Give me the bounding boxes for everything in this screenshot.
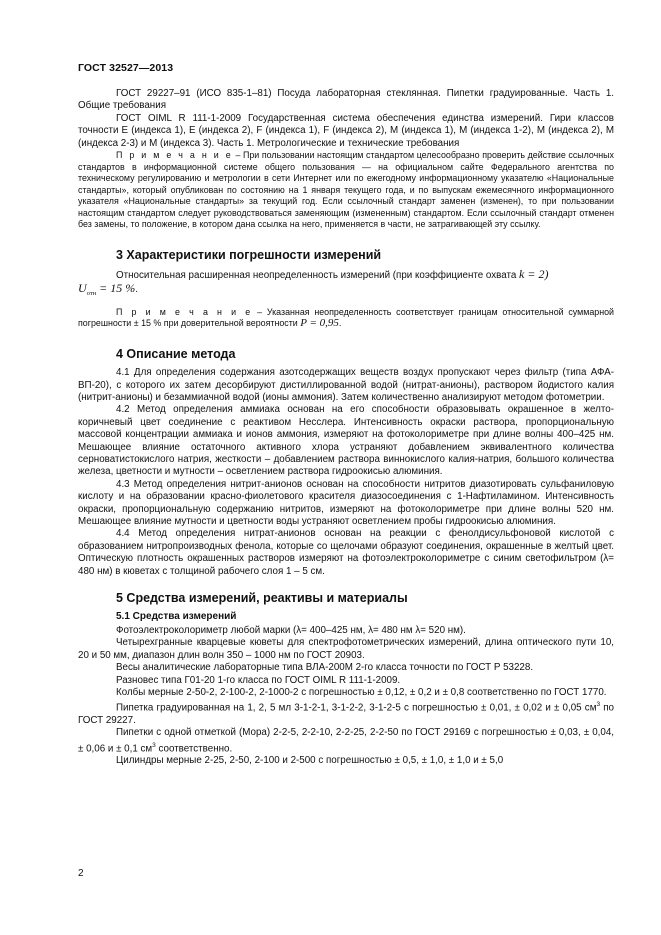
section-5-title: 5 Средства измерений, реактивы и материалы — [116, 591, 408, 606]
uncertainty-paragraph — [78, 268, 614, 282]
note-label: П р и м е ч а н и е — [116, 150, 233, 161]
note-text: – При пользовании настоящим стандартом целесообразно проверить действие ссылочных стандартов в информационной системе общего пользования — на официальном сайте Федерального агентства по техническому регулированию и метрологии в сети Интернет или по ежегодному информационному указателю «Национальные стандарты», который опубликован по состоянию на 1 января текущего года, и по выпускам ежемесячного информационного указателя «Национальные стандарты» за текущий год. Если ссылочный стандарт заменен (изменен), то при пользовании настоящим стандартом следует руководствоваться заменяющим (измененным) стандартом. Если ссылочный стандарт отменен без замены, то положение, в котором дана ссылка на него, применяется в части, не затрагивающей эту ссылку. — [78, 150, 614, 230]
method-paragraph: 4.4 Метод определения нитрат-анионов основан на реакции с фенолдисульфоновой кислотой с образованием нитропроизводных фенола, которые со щелочами образуют соединения, окрашенные в желтый цвет. Оптическую плотность окрашенных растворов измеряют на фотоэлектроколориметре с синим светофильтром (λ= 480 нм) в кюветах с толщиной рабочего слоя 1 – 5 см. — [78, 528, 614, 577]
probability-formula: P = 0,95 — [300, 317, 339, 330]
equipment-item: Весы аналитические лабораторные типа ВЛА-200М 2-го класса точности по ГОСТ Р 53228. — [116, 662, 534, 674]
uncertainty-text: Относительная расширенная неопределенность измерений (при коэффициенте охвата — [116, 269, 520, 281]
uncertainty-note: П р и м е ч а н и е – Указанная неопределенность соответствует границам относительной суммарной погрешности ± 15 % при доверительной вероятности P = 0,95. — [78, 306, 614, 330]
equipment-item: Цилиндры мерные 2-25, 2-50, 2-100 и 2-500 с погрешностью ± 0,5, ± 1,0, ± 1,0 и ± 5,0 — [116, 755, 504, 767]
subsection-5-1-title: 5.1 Средства измерений — [116, 611, 237, 623]
page-content — [78, 86, 614, 768]
reference-item: ГОСТ 29227–91 (ИСО 835-1–81) Посуда лабораторная стеклянная. Пипетки градуированные. Часть 1. Общие требования — [78, 88, 614, 112]
equipment-item: Разновес типа Г01-20 1-го класса по ГОСТ OIML R 111-1-2009. — [116, 674, 401, 686]
u-value: = 15 % — [96, 281, 136, 296]
note-label: П р и м е ч а н и е — [116, 306, 253, 317]
references-note — [78, 150, 614, 231]
equipment-item: Пипетки с одной отметкой (Мора) 2-2-5, 2-2-10, 2-2-25, 2-2-50 по ГОСТ 29169 с погрешностью ± 0,03, ± 0,04, ± 0,06 и ± 0,1 $см^3$ соответственно. — [78, 727, 614, 755]
u-subscript: отн — [86, 290, 97, 298]
equipment-item: Пипетка градуированная на 1, 2, 5 мл 3-1-2-1, 3-1-2-2, 3-1-2-5 с погрешностью ± 0,01, ± 0,02 и ± 0,05 $см^3$ по ГОСТ 29227. — [78, 701, 614, 726]
equipment-item: Колбы мерные 2-50-2, 2-100-2, 2-1000-2 с погрешностью ± 0,12, ± 0,2 и ± 0,8 соответственно по ГОСТ 1770. — [116, 686, 607, 698]
coverage-factor-formula: k = 2) — [519, 266, 549, 281]
equipment-item: Четырехгранные кварцевые кюветы для спектрофотометрических измерений, длина оптического пути 10, 20 и 50 мм, диапазон длин волн 350 – 1000 нм по ГОСТ 20903. — [78, 637, 614, 661]
standard-code-header: ГОСТ 32527—2013 — [78, 62, 174, 74]
method-paragraph: 4.1 Для определения содержания азотсодержащих веществ воздух пропускают через фильтр (типа АФА-ВП-20), с которого их затем десорбируют дистиллированной водой (нитрат-анионы), раствором йодистого калия (нитрит-анионы) и безаммиачной водой (ионы аммония). Затем количественно анализируют методом фотометрии. — [78, 367, 614, 403]
method-paragraph: 4.2 Метод определения аммиака основан на его способности образовывать окрашенное в желто-коричневый цвет соединение с реактивом Несслера. Интенсивность окраски раствора, пропорциональную массовой концентрации аммиака и ионов аммония, измеряют на фотоколориметре при длине волны 400–425 нм. Мешающее влияние остаточного активного хлора устраняют добавлением эквивалентного количества серноватистокислого натрия, жесткости – добавлением раствора виннокислого калия-натрия, большого количества железа, цветности и мутности – осветлением раствора гидроокисью алюминия. — [78, 404, 614, 478]
method-paragraph: 4.3 Метод определения нитрит-анионов основан на способности нитритов диазотировать сульфаниловую кислоту и на образовании красно-фиолетового красителя диазосоединения с 1-Нафтиламином. Интенсивность окраски, пропорциональную содержанию нитритов, измеряют на фотоколориметре при длине волны 520 нм. Мешающее влияние мутности и цветности воды устраняют осветлением пробы гидроокисью алюминия. — [78, 478, 614, 528]
uncertainty-value: $U_{отн} = 15$ %. — [78, 281, 138, 298]
reference-item: ГОСТ OIML R 111-1-2009 Государственная система обеспечения единства измерений. Гири классов точности E (индекса 1), E (индекса 2), F (индекса 1), F (индекса 2), M (индекса 1), M (индекса 1-2), M (индекса 2), M (индекса 2-3) и M (индекса 3). Часть 1. Метрологические и технические требования — [78, 112, 614, 149]
section-3-title: 3 Характеристики погрешности измерений — [116, 247, 382, 262]
normative-references — [78, 88, 614, 150]
section-4-title: 4 Описание метода — [116, 346, 236, 361]
u-symbol: U — [78, 281, 87, 296]
note-text: – Указанная неопределенность соответствует границам относительной суммарной погрешности ± 15 % при доверительной вероятности — [78, 306, 614, 329]
equipment-item: Фотоэлектроколориметр любой марки (λ= 400–425 нм, λ= 480 нм λ= 520 нм). — [116, 624, 466, 636]
page-number: 2 — [78, 868, 84, 879]
